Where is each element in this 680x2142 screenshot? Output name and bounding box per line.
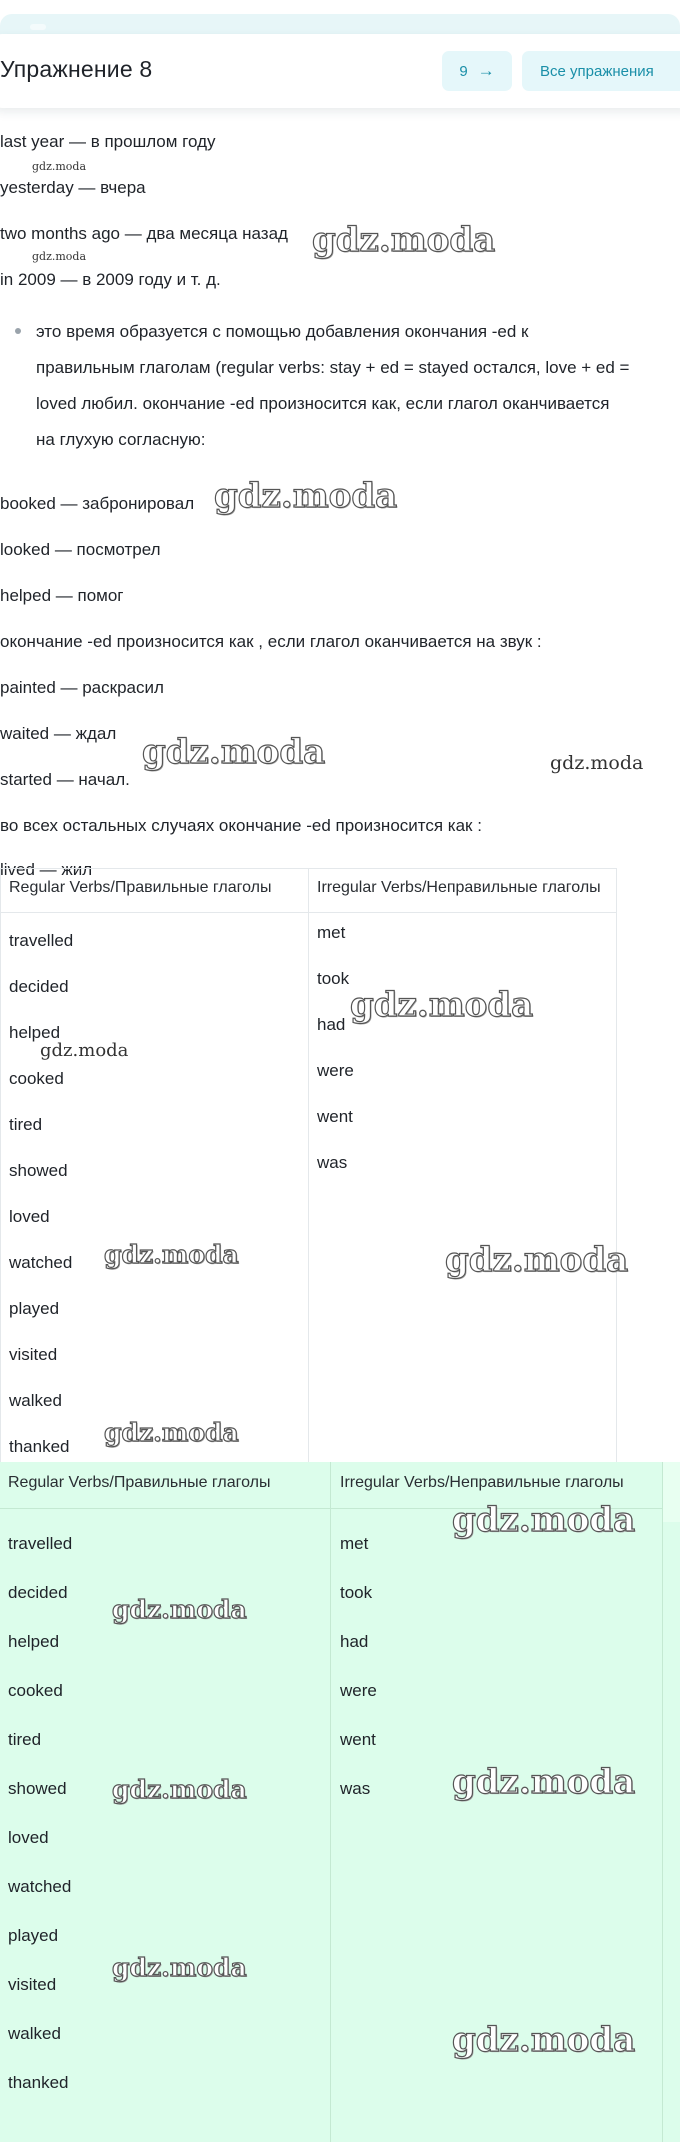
- watermark: gdz.moda: [445, 1240, 629, 1280]
- watermark-small: gdz.moda: [40, 1040, 129, 1061]
- strip-dot: [30, 24, 46, 30]
- example-line: helped — помог: [0, 586, 124, 605]
- watermark: gdz.moda: [112, 1595, 247, 1624]
- regular-verb-cell: played: [8, 1926, 59, 1945]
- rule-line: правильным глаголам (regular verbs: stay + ed = stayed остался, love + ed =: [36, 358, 630, 377]
- next-exercise-button[interactable]: [442, 51, 512, 91]
- irregular-verb-cell: went: [317, 1107, 353, 1126]
- exercise-header: [0, 34, 680, 108]
- regular-verb-cell: travelled: [9, 931, 74, 950]
- regular-verb-cell: helped: [8, 1632, 60, 1651]
- example-line: painted — раскрасил: [0, 678, 164, 697]
- regular-verb-cell: watched: [9, 1253, 73, 1272]
- watermark: gdz.moda: [104, 1418, 239, 1447]
- rule-line: loved любил. окончание -ed произносится как, если глагол оканчивается: [36, 394, 610, 413]
- regular-verb-cell: cooked: [8, 1681, 63, 1700]
- irregular-verb-cell: met: [317, 923, 346, 942]
- arrow-right-icon: →: [477, 61, 495, 80]
- regular-verb-cell: visited: [9, 1345, 58, 1364]
- irregular-verb-cell: had: [317, 1015, 346, 1034]
- example-line: started — начал.: [0, 770, 130, 789]
- time-word-line: last year — в прошлом году: [0, 132, 216, 151]
- watermark: gdz.moda: [452, 1500, 636, 1540]
- rule-line: это время образуется с помощью добавления окончания -ed к: [36, 322, 529, 341]
- watermark: gdz.moda: [350, 985, 534, 1025]
- regular-verb-cell: walked: [8, 2024, 61, 2043]
- regular-verb-cell: loved: [9, 1207, 50, 1226]
- regular-verb-cell: helped: [9, 1023, 61, 1042]
- regular-verb-cell: walked: [9, 1391, 62, 1410]
- watermark-small: gdz.moda: [550, 752, 644, 774]
- irregular-verb-cell: took: [340, 1583, 373, 1602]
- next-exercise-number: 9: [459, 62, 468, 80]
- table-header-regular: Regular Verbs/Правильные глаголы: [9, 879, 272, 896]
- regular-verb-cell: showed: [9, 1161, 68, 1180]
- watermark-small: gdz.moda: [32, 250, 87, 263]
- verbs-table: [0, 868, 617, 1468]
- regular-verb-cell: travelled: [8, 1534, 73, 1553]
- right-border: [662, 1462, 663, 2142]
- example-line: lived — жил: [0, 860, 93, 879]
- watermark: gdz.moda: [312, 220, 496, 260]
- answer-header-regular: Regular Verbs/Правильные глаголы: [8, 1474, 271, 1491]
- watermark-small: gdz.moda: [32, 160, 87, 173]
- time-word-line: yesterday — вчера: [0, 178, 146, 197]
- example-line: booked — забронировал: [0, 494, 195, 513]
- table-header-irregular: Irregular Verbs/Неправильные глаголы: [317, 879, 601, 896]
- rule-line: на глухую согласную:: [36, 430, 206, 449]
- irregular-verb-cell: had: [340, 1632, 369, 1651]
- time-word-line: in 2009 — в 2009 году и т. д.: [0, 270, 221, 289]
- irregular-verb-cell: went: [340, 1730, 376, 1749]
- irregular-verb-cell: met: [340, 1534, 369, 1553]
- regular-verb-cell: watched: [8, 1877, 72, 1896]
- example-line: окончание -ed произносится как , если глагол оканчивается на звук :: [0, 632, 542, 651]
- irregular-verb-cell: were: [340, 1681, 377, 1700]
- rule-bullet: [36, 314, 676, 458]
- page-title: Упражнение 8: [0, 56, 153, 82]
- bullet-marker: [15, 328, 21, 334]
- example-line: looked — посмотрел: [0, 540, 161, 559]
- watermark: gdz.moda: [104, 1240, 239, 1269]
- watermark: gdz.moda: [142, 732, 326, 772]
- regular-verb-cell: tired: [8, 1730, 42, 1749]
- irregular-verb-cell: were: [317, 1061, 354, 1080]
- regular-verb-cell: played: [9, 1299, 60, 1318]
- example-line: во всех остальных случаях окончание -ed произносится как :: [0, 816, 482, 835]
- regular-verb-cell: showed: [8, 1779, 67, 1798]
- table-edge: [662, 1462, 680, 1522]
- watermark: gdz.moda: [112, 1775, 247, 1804]
- regular-verb-cell: thanked: [8, 2073, 69, 2092]
- regular-verb-cell: thanked: [9, 1437, 70, 1456]
- regular-verb-cell: tired: [9, 1115, 43, 1134]
- watermark: gdz.moda: [452, 2020, 636, 2060]
- regular-verb-cell: decided: [9, 977, 69, 996]
- regular-verb-cell: cooked: [9, 1069, 64, 1088]
- irregular-verb-cell: was: [317, 1153, 348, 1172]
- regular-verb-cell: visited: [8, 1975, 57, 1994]
- regular-verb-cell: decided: [8, 1583, 68, 1602]
- all-exercises-button[interactable]: Все упражнения: [522, 51, 680, 91]
- answer-header-irregular: Irregular Verbs/Неправильные глаголы: [340, 1474, 624, 1491]
- example-line: waited — ждал: [0, 724, 117, 743]
- watermark: gdz.moda: [214, 476, 398, 516]
- irregular-verb-cell: took: [317, 969, 350, 988]
- watermark: gdz.moda: [452, 1762, 636, 1802]
- header-divider: [1, 912, 616, 913]
- watermark: gdz.moda: [112, 1953, 247, 1982]
- column-divider: [330, 1462, 331, 2142]
- column-divider: [308, 869, 309, 1467]
- regular-verb-cell: loved: [8, 1828, 49, 1847]
- irregular-verb-cell: was: [340, 1779, 371, 1798]
- time-word-line: two months ago — два месяца назад: [0, 224, 288, 243]
